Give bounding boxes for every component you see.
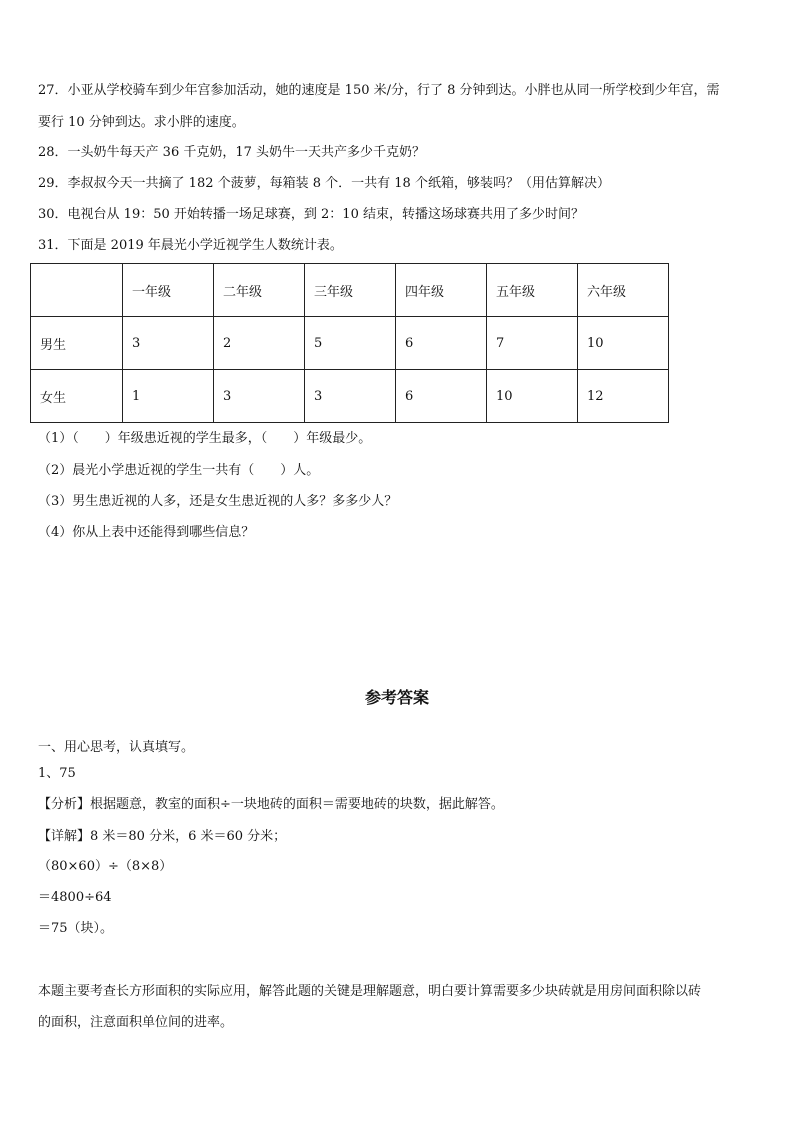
answer-comment-line2: 的面积，注意面积单位间的进率。 [38,1015,234,1030]
sub-question-4: （4）你从上表中还能得到哪些信息？ [38,525,255,540]
sub-question-2: （2）晨光小学患近视的学生一共有（ ）人。 [38,463,320,478]
row-label-cell: 男生 [31,317,123,370]
sub-question-1: （1）（ ）年级患近视的学生最多，（ ）年级最少。 [38,431,372,446]
answer-detail: 【详解】8 米＝80 分米，6 米＝60 分米； [38,829,287,844]
table-cell: 6 [396,317,487,370]
question-27-line2: 要行 10 分钟到达。求小胖的速度。 [38,115,245,130]
table-cell: 1 [123,370,214,423]
table-cell: 6 [396,370,487,423]
table-header-cell: 四年级 [396,264,487,317]
table-row-boys [31,317,669,370]
row-label-cell: 女生 [31,370,123,423]
table-header-cell: 一年级 [123,264,214,317]
answer-calc-3: ＝75（块）。 [38,921,114,936]
answer-title: 参考答案 [364,688,429,707]
table-header-cell: 二年级 [214,264,305,317]
question-27-line1: 27．小亚从学校骑车到少年宫参加活动，她的速度是 150 米/分，行了 8 分钟到达。小胖也从同一所学校到少年宫，需 [38,83,720,98]
question-30: 30．电视台从 19：50 开始转播一场足球赛，到 2：10 结束，转播这场球赛共用了多少时间？ [38,207,584,222]
table-cell: 3 [214,370,305,423]
answer-1: 1、75 [38,766,76,781]
table-cell: 10 [487,370,578,423]
table-header-cell: 五年级 [487,264,578,317]
answer-calc-1: （80×60）÷（8×8） [38,859,173,874]
table-cell: 7 [487,317,578,370]
table-cell: 2 [214,317,305,370]
table-header-row [31,264,669,317]
table-header-cell: 三年级 [305,264,396,317]
table-cell: 10 [578,317,669,370]
question-28: 28．一头奶牛每天产 36 千克奶，17 头奶牛一天共产多少千克奶？ [38,145,426,160]
answer-calc-2: ＝4800÷64 [38,890,112,905]
table-cell: 3 [123,317,214,370]
question-31: 31．下面是 2019 年晨光小学近视学生人数统计表。 [38,238,343,253]
table-cell: 12 [578,370,669,423]
answer-comment-line1: 本题主要考查长方形面积的实际应用，解答此题的关键是理解题意，明白要计算需要多少块砖就是用房间面积除以砖 [38,984,702,999]
table-cell: 3 [305,370,396,423]
table-header-cell: 六年级 [578,264,669,317]
table-cell [31,264,123,317]
answer-section-heading: 一、用心思考，认真填写。 [38,740,195,755]
question-29: 29．李叔叔今天一共摘了 182 个菠萝，每箱装 8 个．一共有 18 个纸箱，够装吗？（用估算解决） [38,176,610,191]
table-cell: 5 [305,317,396,370]
table-row-girls [31,370,669,423]
answer-analysis: 【分析】根据题意，教室的面积÷一块地砖的面积＝需要地砖的块数，据此解答。 [38,797,504,812]
myopia-stats-table [30,263,669,423]
sub-question-3: （3）男生患近视的人多，还是女生患近视的人多？多多少人？ [38,494,398,509]
